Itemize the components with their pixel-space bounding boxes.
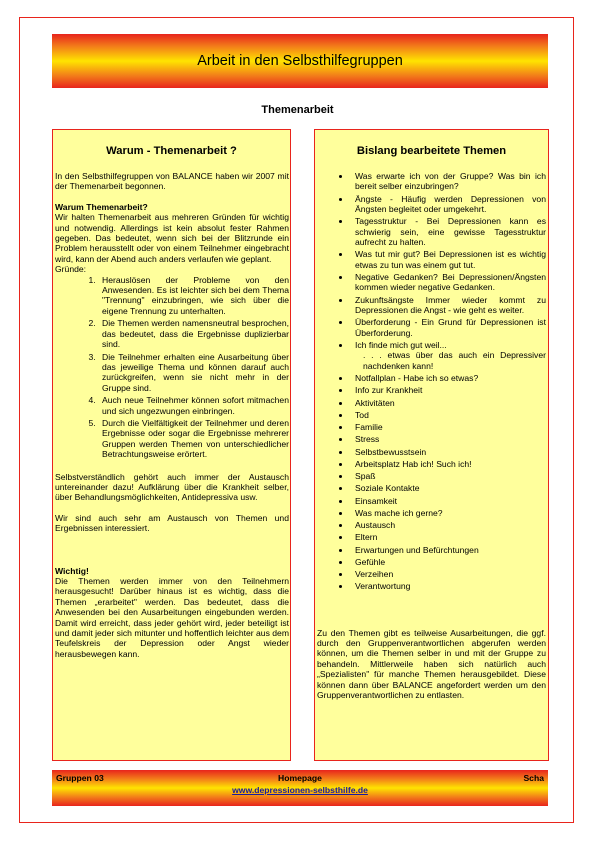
list-item: • Was mache ich gerne? (351, 508, 546, 518)
topic-feel-line2: . . . etwas über das auch ein Depressiver nachdenken kann! (363, 350, 546, 371)
footer-center: Homepage (278, 773, 322, 783)
list-item: • Austausch (351, 520, 546, 530)
exchange-paragraph: Selbstverständlich gehört auch immer der Austausch untereinander dazu! Aufklärung über die Krankheit selber, über Behandlungsmöglichkeiten, Antidepressiva usw. (55, 471, 289, 503)
interest-paragraph: Wir sind auch sehr am Austausch von Themen und Ergebnissen interessiert. (55, 512, 289, 534)
list-item: 5. Durch die Vielfältigkeit der Teilnehmer und deren Ergebnisse oder sogar die Ergebnisse mehrerer Gruppen werden Themen von unterschiedlicher Betrachtungsweise erörtert. (98, 418, 289, 460)
reasons-list (55, 275, 289, 460)
list-item: • Selbstbewusstsein (351, 447, 546, 457)
page-title: Arbeit in den Selbsthilfegruppen (197, 53, 403, 69)
list-item: • Zukunftsängste Immer wieder kommt zu Depressionen die Angst - wie geht es weiter. (351, 295, 546, 316)
list-item: • Info zur Krankheit (351, 385, 546, 395)
list-item (351, 340, 546, 371)
list-item: • Was erwarte ich von der Gruppe? Was bin ich bereit selber einzubringen? (351, 171, 546, 192)
right-column (314, 129, 549, 761)
list-item: • Negative Gedanken? Bei Depressionen/Ängsten kommen wieder negative Gedanken. (351, 272, 546, 293)
reasons-label: Gründe: (55, 264, 87, 275)
list-item: 3. Die Teilnehmer erhalten eine Ausarbeitung über das jeweilige Thema und können darauf auch zurückgreifen, wenn sie nicht mehr in der Gruppe sind. (98, 352, 289, 394)
list-item: 2. Die Themen werden namensneutral besprochen, das bedeutet, dass die Ergebnisse duplizierbar sind. (98, 318, 289, 349)
list-item: 1. Herauslösen der Probleme von den Anwesenden. Es ist leichter sich bei dem Thema "Trennung" einzubringen, wie sich über die eigene Trennung zu unterhalten. (98, 275, 289, 317)
list-item: • Notfallplan - Habe ich so etwas? (351, 373, 546, 383)
list-item: • Tod (351, 410, 546, 420)
important-heading: Wichtig! (55, 565, 89, 576)
footer-url-link[interactable]: www.depressionen-selbsthilfe.de (232, 785, 368, 795)
list-item: • Einsamkeit (351, 496, 546, 506)
list-item: • Stress (351, 434, 546, 444)
list-item: • Ängste - Häufig werden Depressionen von Ängsten begleitet oder umgekehrt. (351, 194, 546, 215)
list-item: • Aktivitäten (351, 398, 546, 408)
list-item: • Arbeitsplatz Hab ich! Such ich! (351, 459, 546, 469)
important-paragraph: Die Themen werden immer von den Teilnehmern herausgesucht! Darüber hinaus ist es wichtig, dass die Themen „erarbeitet" werden. Das bedeutet, dass die Anwesenden bei den Ausarbeitungen eingebunden werden. Damit wird erreicht, dass jeder gehört wird, jeder beteiligt ist und damit jeder sich mitunter und hoffentlich leichter aus dem Teufelskreis der Depression oder Angst wieder herausbewegen kann. (55, 576, 289, 659)
list-item: • Gefühle (351, 557, 546, 567)
closing-paragraph: Zu den Themen gibt es teilweise Ausarbeitungen, die ggf. durch den Gruppenverantwortlichen abgerufen werden können, um die Themen selber in und mit der Gruppe zu behandeln. Mittlerweile haben sich natürlich auch „Spezialisten" für manche Themen herausgebildet. Diese können dann über BALANCE angefordert werden um den Gruppenverantwortlichen zu entlasten. (317, 627, 546, 700)
list-item: 4. Auch neue Teilnehmer können sofort mitmachen und sich ungezwungen einbringen. (98, 395, 289, 416)
list-item: • Familie (351, 422, 546, 432)
list-item: • Eltern (351, 532, 546, 542)
list-item: • Überforderung - Ein Grund für Depressionen ist Überforderung. (351, 317, 546, 338)
left-column (52, 129, 291, 761)
list-item: • Spaß (351, 471, 546, 481)
why-paragraph: Wir halten Themenarbeit aus mehreren Gründen für wichtig und notwendig. Allerdings ist kein absolut fester Rahmen gegeben. Das bedeutet, wenn sich bei der Blitzrunde ein Problem herausstellt oder von einem Teilnehmer eingebracht wird, kann der Abend auch anders verlaufen wie geplant. (55, 212, 289, 264)
intro-paragraph: In den Selbsthilfegruppen von BALANCE haben wir 2007 mit der Themenarbeit begonnen. (55, 171, 289, 192)
list-item: • Verantwortung (351, 581, 546, 591)
why-heading: Warum Themenarbeit? (55, 201, 148, 212)
list-item: • Was tut mir gut? Bei Depressionen ist es wichtig etwas zu tun was einem gut tut. (351, 249, 546, 270)
left-column-title: Warum - Themenarbeit ? (106, 145, 237, 157)
footer-right: Scha (523, 773, 544, 783)
header-banner (52, 34, 548, 88)
list-item: • Erwartungen und Befürchtungen (351, 545, 546, 555)
topics-list (317, 171, 546, 592)
list-item: • Soziale Kontakte (351, 483, 546, 493)
right-column-title: Bislang bearbeitete Themen (356, 145, 507, 157)
list-item: • Verzeihen (351, 569, 546, 579)
footer-left: Gruppen 03 (56, 773, 104, 783)
section-subtitle: Themenarbeit (261, 104, 334, 116)
footer-banner (52, 770, 548, 806)
list-item: • Tagesstruktur - Bei Depressionen kann es schwierig sein, eine gewisse Tagesstruktur aufrecht zu halten. (351, 216, 546, 247)
topic-feel-line1: Ich finde mich gut weil... (355, 340, 447, 350)
